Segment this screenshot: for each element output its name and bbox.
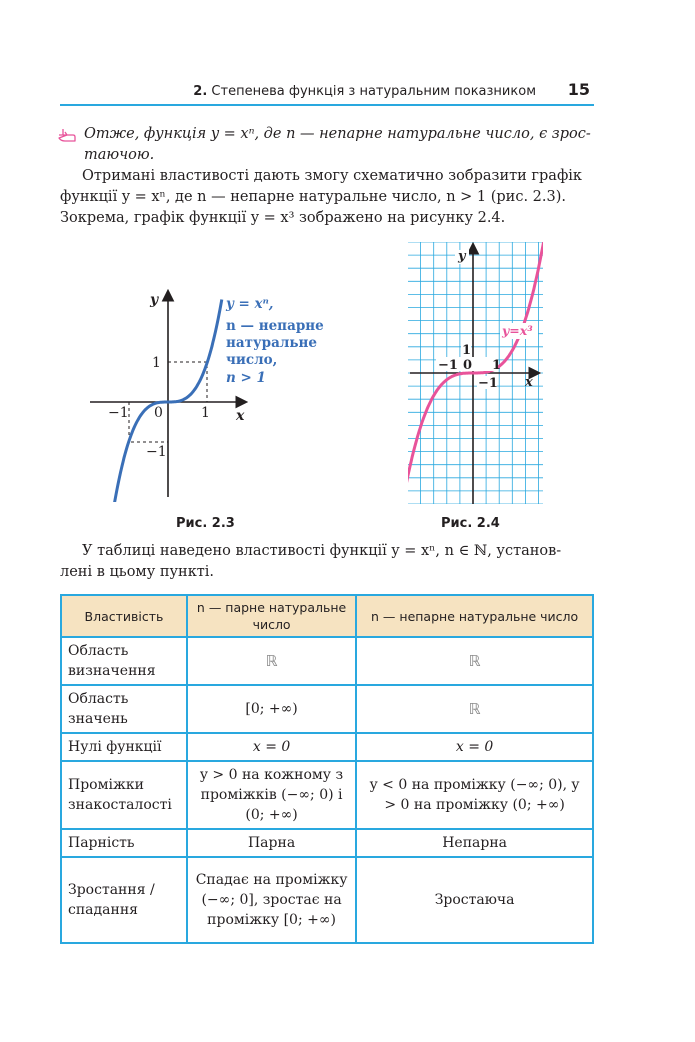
y-tick-neg1: −1	[146, 444, 167, 460]
curve-label-line-4: число,	[226, 352, 278, 368]
row-property: Область значень	[61, 685, 187, 733]
y-tick-pos1: 1	[152, 355, 161, 371]
page-number: 15	[567, 80, 590, 99]
para1-line-2: функції y = xⁿ, де n — непарне натуральне число, n > 1 (рис. 2.3).	[60, 189, 566, 205]
row-odd-value: x = 0	[356, 733, 593, 761]
curve-label-line-5: n > 1	[226, 370, 266, 386]
paragraph-1	[60, 166, 594, 229]
x-tick-pos1: 1	[492, 358, 502, 373]
properties-table	[60, 594, 594, 944]
origin-label: 0	[463, 358, 473, 373]
y-axis-label: y	[150, 292, 159, 308]
y-tick-neg1: −1	[478, 376, 498, 391]
x-tick-neg1: −1	[438, 358, 458, 373]
curve-label-line-3: натуральне	[226, 335, 317, 351]
row-property: Проміжки знакосталості	[61, 761, 187, 829]
curve-label: y=x³	[502, 323, 533, 338]
para2-line-2: лені в цьому пункті.	[60, 564, 215, 580]
table-row	[61, 829, 593, 857]
figure-2-4	[408, 242, 543, 504]
table-row	[61, 685, 593, 733]
table-row	[61, 637, 593, 685]
table-header-row	[61, 595, 593, 637]
curve-label-line-1: y = xⁿ,	[226, 296, 274, 312]
para1-line-3: Зокрема, графік функції y = x³ зображено на рисунку 2.4.	[60, 210, 506, 226]
chapter-title	[193, 84, 536, 99]
row-odd-value: ℝ	[356, 685, 593, 733]
para1-line-1: Отримані властивості дають змогу схематично зобразити графік	[82, 168, 582, 184]
paragraph-2	[60, 541, 594, 583]
x-tick-pos1: 1	[201, 405, 210, 421]
conclusion-text	[84, 124, 594, 166]
row-odd-value: Непарна	[356, 829, 593, 857]
header-property: Властивість	[61, 595, 187, 637]
row-odd-value: Зростаюча	[356, 857, 593, 943]
row-even-value: ℝ	[187, 637, 356, 685]
pointing-hand-icon	[57, 126, 77, 144]
table-row	[61, 761, 593, 829]
row-property: Нулі функції	[61, 733, 187, 761]
row-even-value: Спадає на проміжку (−∞; 0], зростає на проміжку [0; +∞)	[187, 857, 356, 943]
table-row	[61, 733, 593, 761]
chapter-number: 2.	[193, 84, 208, 99]
conclusion-line-1: Отже, функція y = xⁿ, де n — непарне натуральне число, є зрос-	[84, 126, 591, 142]
figure-2-4-caption: Рис. 2.4	[441, 516, 500, 531]
row-odd-value: y < 0 на проміжку (−∞; 0), y > 0 на проміжку (0; +∞)	[356, 761, 593, 829]
row-odd-value: ℝ	[356, 637, 593, 685]
table-row	[61, 857, 593, 943]
row-property: Область визначення	[61, 637, 187, 685]
page-header	[60, 82, 594, 106]
conclusion-line-2: таючою.	[84, 147, 155, 163]
row-property: Зростання / спадання	[61, 857, 187, 943]
origin-label: 0	[154, 405, 163, 421]
x-tick-neg1: −1	[108, 405, 129, 421]
y-axis-label: y	[458, 249, 466, 264]
chapter-title-text: Степенева функція з натуральним показником	[211, 84, 536, 99]
row-even-value: [0; +∞)	[187, 685, 356, 733]
y-tick-pos1: 1	[462, 343, 472, 358]
x-axis-label: x	[236, 408, 245, 424]
header-odd: n — непарне натуральне число	[356, 595, 593, 637]
curve-label-line-2: n — непарне	[226, 318, 324, 334]
figure-2-3-caption: Рис. 2.3	[176, 516, 235, 531]
header-even: n — парне натуральне число	[187, 595, 356, 637]
curve-label	[225, 296, 324, 386]
row-even-value: y > 0 на кожному з проміжків (−∞; 0) і (0; +∞)	[187, 761, 356, 829]
para2-line-1: У таблиці наведено властивості функції y = xⁿ, n ∈ ℕ, установ-	[82, 543, 562, 559]
row-property: Парність	[61, 829, 187, 857]
figure-2-3	[80, 282, 350, 502]
row-even-value: Парна	[187, 829, 356, 857]
x-axis-label: x	[525, 375, 533, 390]
row-even-value: x = 0	[187, 733, 356, 761]
